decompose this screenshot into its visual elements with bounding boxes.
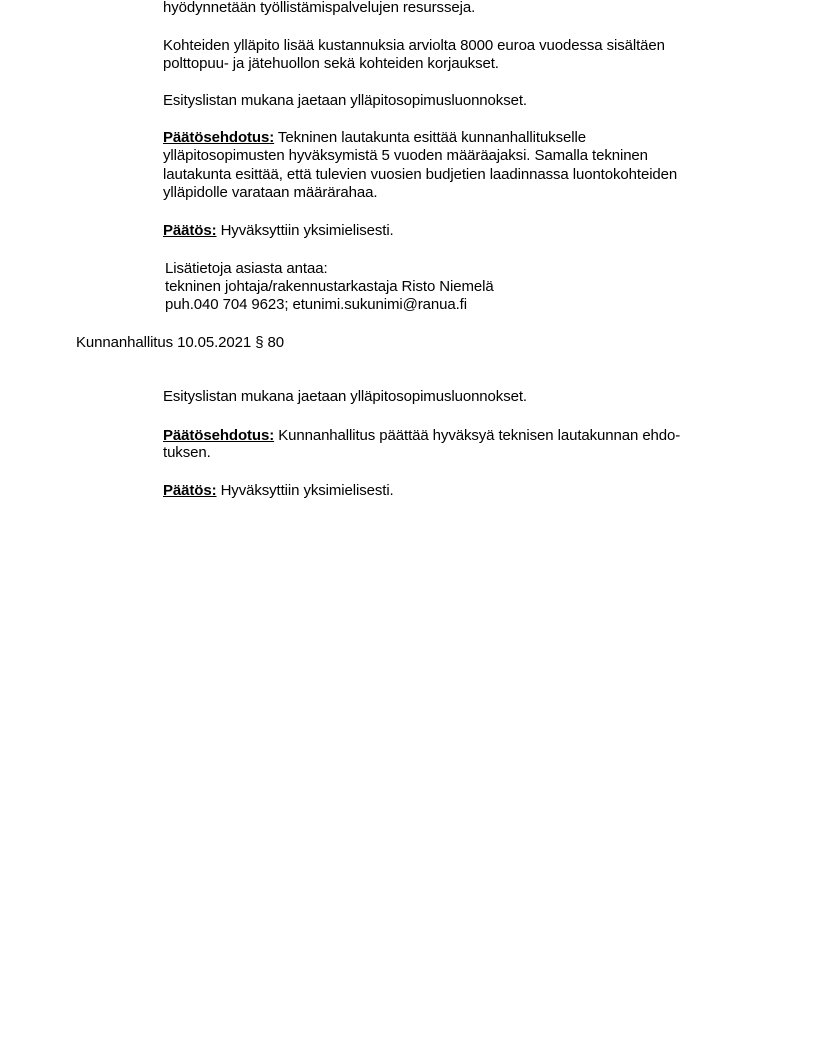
attachment-note: Esityslistan mukana jaetaan ylläpitosopimusluonnokset.	[163, 92, 527, 109]
proposal-text: Kunnanhallitus päättää hyväksyä teknisen lautakunnan ehdo-	[274, 427, 681, 444]
section-heading: Kunnanhallitus 10.05.2021 § 80	[76, 334, 285, 351]
decision-line	[163, 482, 394, 500]
proposal-line	[163, 129, 586, 147]
proposal-line: tuksen.	[163, 444, 211, 461]
proposal-line: ylläpitosopimusten hyväksymistä 5 vuoden määräajaksi. Samalla tekninen	[163, 147, 648, 164]
decision-label: Päätös:	[163, 222, 217, 239]
attachment-note: Esityslistan mukana jaetaan ylläpitosopimusluonnokset.	[163, 388, 527, 405]
proposal-line: lautakunta esittää, että tulevien vuosien budjetien laadinnassa luontokohteiden	[163, 166, 678, 183]
intro-end-line: hyödynnetään työllistämispalvelujen resursseja.	[163, 0, 476, 16]
proposal-line: ylläpidolle varataan määrärahaa.	[163, 184, 378, 201]
decision-text: Hyväksyttiin yksimielisesti.	[216, 222, 394, 239]
proposal-label: Päätösehdotus:	[163, 129, 275, 146]
proposal-line	[163, 427, 680, 445]
decision-line	[163, 222, 394, 240]
decision-text: Hyväksyttiin yksimielisesti.	[216, 482, 394, 499]
costs-line: Kohteiden ylläpito lisää kustannuksia arviolta 8000 euroa vuodessa sisältäen	[163, 37, 665, 54]
proposal-text: Tekninen lautakunta esittää kunnanhallitukselle	[274, 129, 586, 146]
contact-line: puh.040 704 9623; etunimi.sukunimi@ranua.fi	[165, 296, 467, 313]
contact-line: Lisätietoja asiasta antaa:	[165, 260, 328, 277]
proposal-label: Päätösehdotus:	[163, 427, 275, 444]
contact-line: tekninen johtaja/rakennustarkastaja Risto Niemelä	[165, 278, 494, 295]
decision-label: Päätös:	[163, 482, 217, 499]
costs-line: polttopuu- ja jätehuollon sekä kohteiden korjaukset.	[163, 55, 499, 72]
